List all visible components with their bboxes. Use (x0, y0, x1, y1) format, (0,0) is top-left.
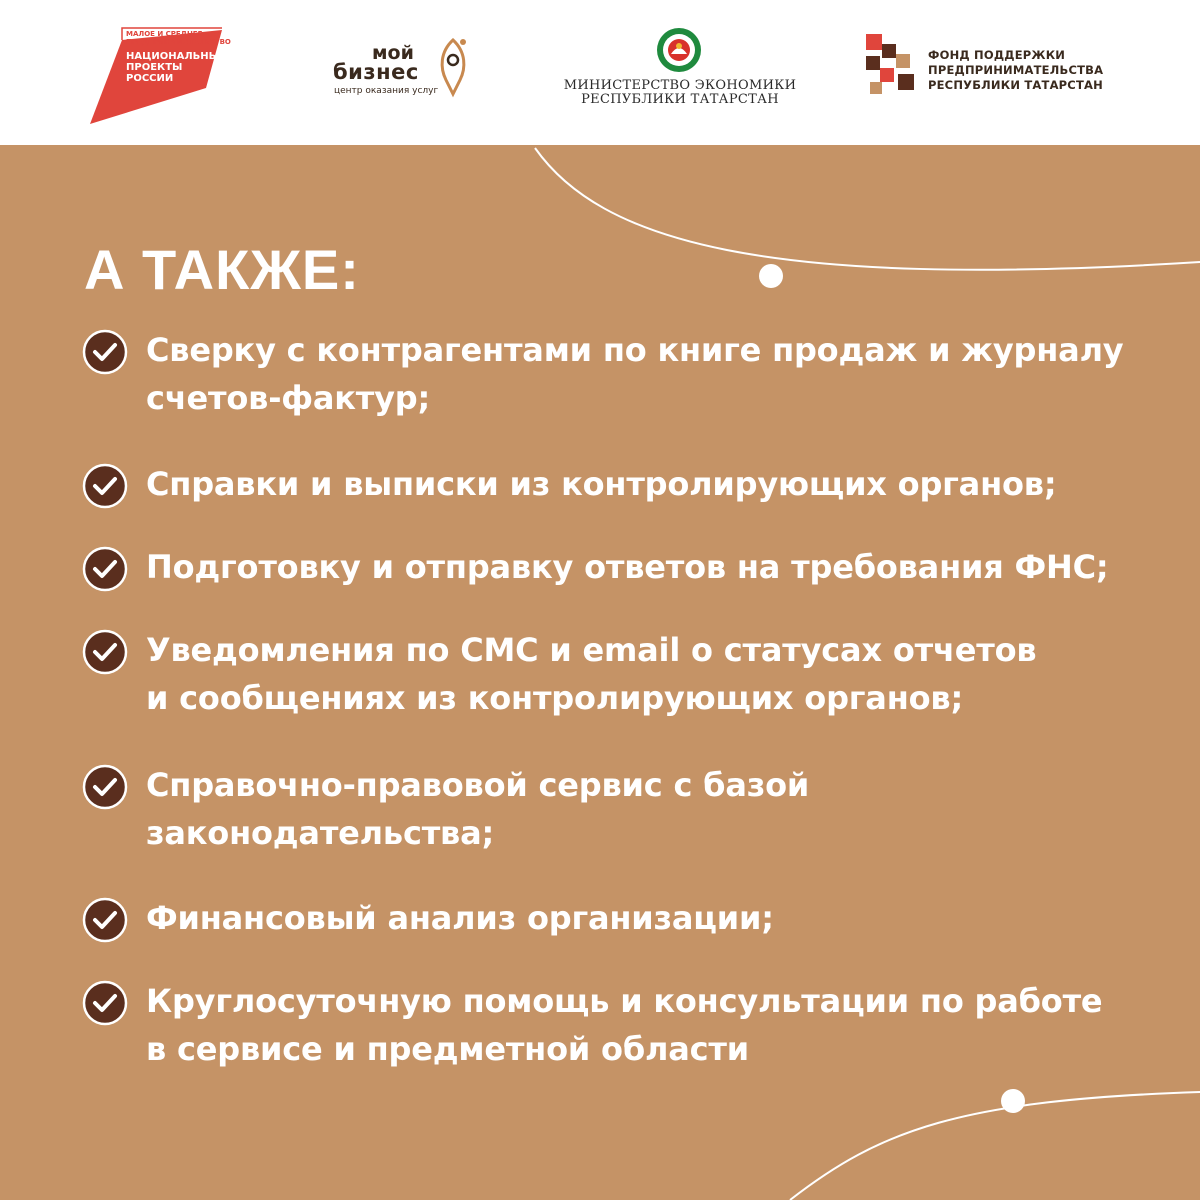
page-title: А ТАКЖЕ: (84, 238, 360, 301)
national-projects-logo (88, 26, 231, 126)
check-icon (82, 764, 128, 810)
check-icon (82, 897, 128, 943)
fond-logo (862, 34, 1122, 104)
list-item-text: Финансовый анализ организации; (146, 899, 774, 937)
list-item-text: Сверку с контрагентами по книге продаж и журналу счетов-фактур; (146, 331, 1124, 417)
fond-text (928, 48, 1103, 93)
rocket-pin-icon (436, 36, 470, 98)
check-icon (82, 546, 128, 592)
check-icon (82, 463, 128, 509)
list-item-text: Подготовку и отправку ответов на требования ФНС; (146, 548, 1109, 586)
ministry-line2: РЕСПУБЛИКИ ТАТАРСТАН (581, 92, 779, 107)
fond-line2: ПРЕДПРИНИМАТЕЛЬСТВА (928, 63, 1104, 77)
national-projects-big-text: НАЦИОНАЛЬНЫЕ ПРОЕКТЫ РОССИИ (126, 51, 226, 84)
list-item-text: Круглосуточную помощь и консультации по работе в сервисе и предметной области (146, 982, 1103, 1068)
list-item-text: Справочно-правовой сервис с базой законодательства; (146, 766, 810, 852)
check-icon (82, 980, 128, 1026)
list-item-text: Уведомления по СМС и email о статусах отчетов и сообщениях из контролирующих органов; (146, 631, 1037, 717)
tatarstan-emblem-icon (655, 26, 703, 74)
list-item-text: Справки и выписки из контролирующих органов; (146, 465, 1057, 503)
fond-line3: РЕСПУБЛИКИ ТАТАРСТАН (928, 78, 1103, 92)
national-projects-small-text: МАЛОЕ И СРЕДНЕЕ ПРЕДПРИНИМАТЕЛЬСТВО (126, 30, 231, 46)
ministry-line1: МИНИСТЕРСТВО ЭКОНОМИКИ (563, 78, 797, 93)
moi-biznes-line1: мой (372, 42, 414, 64)
moi-biznes-line2: бизнес (333, 60, 419, 84)
fond-line1: ФОНД ПОДДЕРЖКИ (928, 48, 1066, 62)
check-icon (82, 329, 128, 375)
ministry-logo (560, 22, 800, 122)
moi-biznes-logo (330, 36, 470, 106)
moi-biznes-subtitle: центр оказания услуг (334, 86, 439, 96)
fond-squares-icon (862, 34, 918, 100)
check-icon (82, 629, 128, 675)
